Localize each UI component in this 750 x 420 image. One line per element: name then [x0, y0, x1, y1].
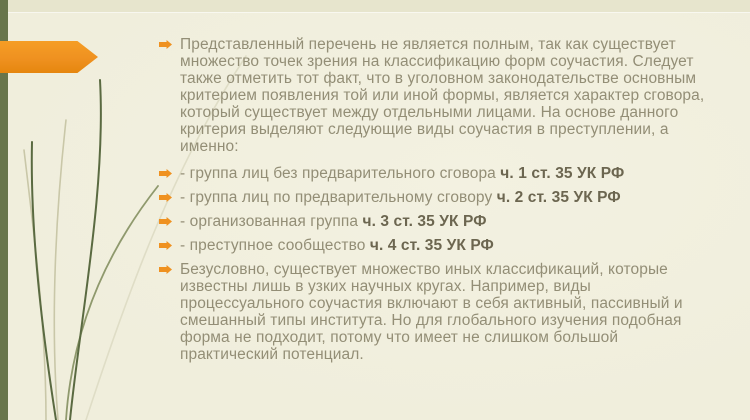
- grass-blade-light: [24, 150, 46, 420]
- bullet-arrow-icon: [159, 40, 172, 49]
- text-line: именно:: [180, 138, 239, 155]
- text-line: который существует между отдельными лицами. На основе данного: [180, 104, 679, 121]
- list-item: [158, 189, 744, 206]
- paragraph-intro: [158, 36, 744, 155]
- bullet-arrow-icon: [159, 265, 172, 274]
- bullet-arrow-icon: [159, 193, 172, 202]
- text-line: процессуального соучастия включают в себя активный, пассивный и: [180, 295, 683, 312]
- statute-ref: ч. 4 ст. 35 УК РФ: [369, 237, 494, 254]
- top-band-decoration: [0, 0, 750, 12]
- text-line: [180, 213, 744, 230]
- text-line: Безусловно, существует множество иных классификаций, которые: [180, 261, 668, 278]
- item-text: - группа лиц по предварительному сговору: [180, 189, 497, 206]
- grass-blade-dark: [32, 142, 56, 420]
- statute-ref: ч. 2 ст. 35 УК РФ: [496, 189, 621, 206]
- grass-blade-mid: [66, 186, 158, 420]
- title-arrow-decoration: [0, 41, 98, 73]
- grass-blade-dark: [70, 80, 101, 420]
- bullet-arrow-icon: [159, 169, 172, 178]
- text-line: [180, 237, 744, 254]
- statute-ref: ч. 1 ст. 35 УК РФ: [500, 165, 625, 182]
- bullet-arrow-icon: [159, 217, 172, 226]
- text-line: также отметить тот факт, что в уголовном законодательстве основным: [180, 70, 697, 87]
- item-text: - организованная группа: [180, 213, 363, 230]
- paragraph-conclusion: [158, 261, 744, 363]
- statute-ref: ч. 3 ст. 35 УК РФ: [362, 213, 487, 230]
- list-item: [158, 237, 744, 254]
- grass-blade-light: [54, 120, 66, 420]
- text-line: практический потенциал.: [180, 346, 364, 363]
- item-text: - преступное сообщество: [180, 237, 370, 254]
- text-line: критерия выделяют следующие виды соучастия в преступлении, а: [180, 121, 669, 138]
- slide-content: [158, 36, 744, 363]
- bullet-arrow-icon: [159, 241, 172, 250]
- text-line: множество точек зрения на классификацию форм соучастия. Следует: [180, 53, 694, 70]
- text-line: смешанный типы института. Но для глобального изучения подобная: [180, 312, 682, 329]
- text-line: Представленный перечень не является полным, так как существует: [180, 36, 676, 53]
- text-line: известны лишь в узких научных кругах. Например, виды: [180, 278, 591, 295]
- list-item: [158, 213, 744, 230]
- text-line: [180, 189, 744, 206]
- text-line: [180, 165, 744, 182]
- item-text: - группа лиц без предварительного сговора: [180, 165, 501, 182]
- text-line: критерием появления той или иной формы, является характер сговора,: [180, 87, 705, 104]
- text-line: форма не подходит, потому что имеет не слишком большой: [180, 329, 619, 346]
- list-item: [158, 165, 744, 182]
